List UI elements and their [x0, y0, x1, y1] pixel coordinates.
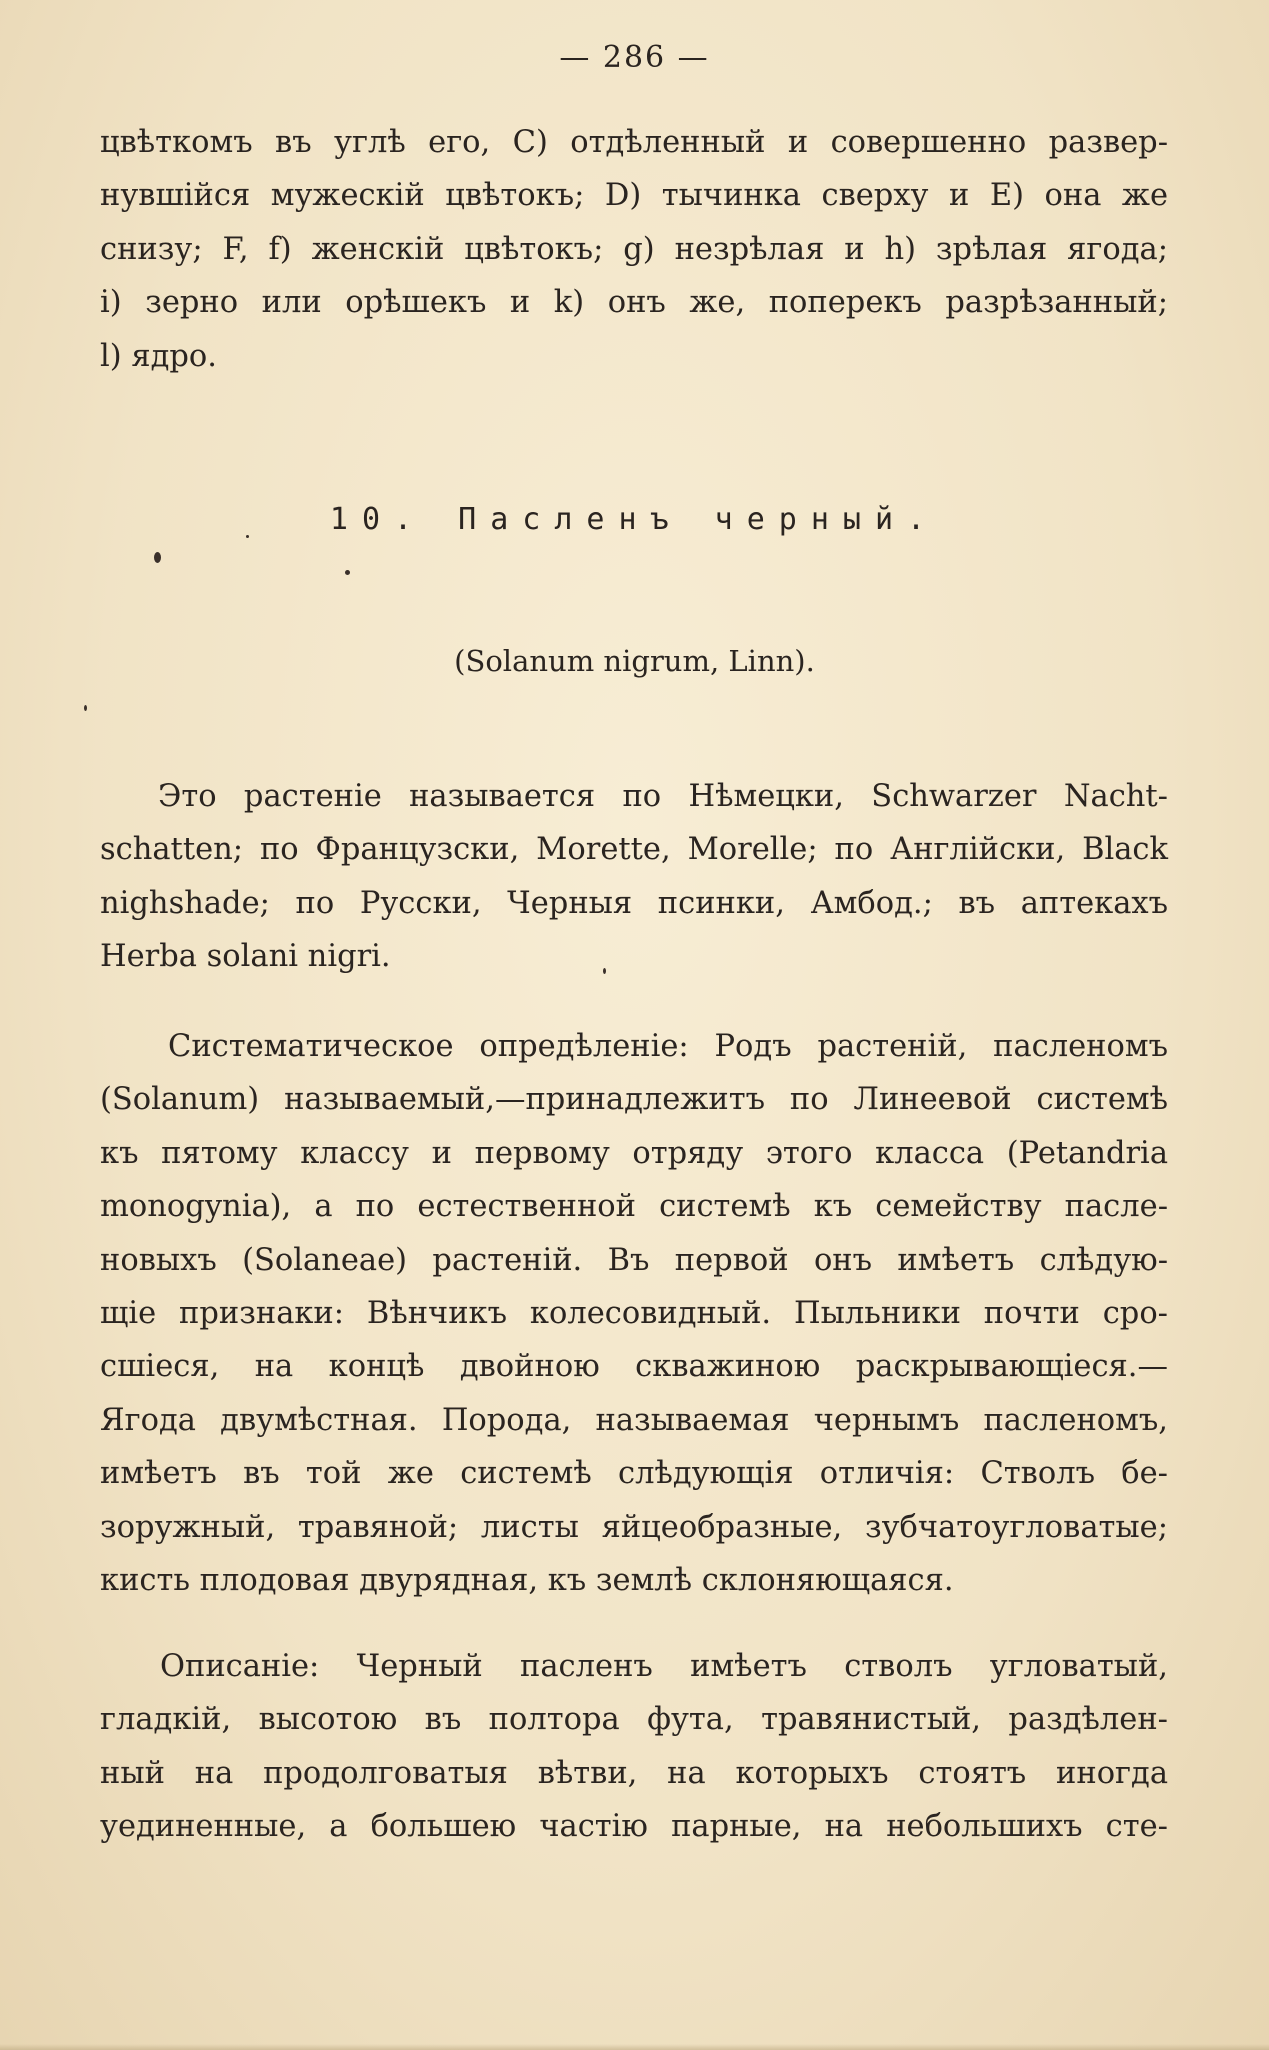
text-line: Ягода двумѣстная. Порода, называемая чернымъ пасленомъ,: [100, 1402, 1168, 1438]
text-line: Систематическое опредѣленіе: Родъ растеній, пасленомъ: [168, 1029, 1168, 1064]
text-line: monogynia), а по естественной системѣ къ семейству пасле-: [100, 1189, 1168, 1225]
text-line: сшіеся, на концѣ двойною скважиною раскрывающіеся.—: [100, 1349, 1168, 1385]
text-line: schatten; по Французски, Morette, Morelle; по Англійски, Black: [100, 832, 1168, 868]
text-line: Herba solani nigri.: [100, 939, 391, 975]
text-line: къ пятому классу и первому отряду этого класса (Petandria: [100, 1135, 1168, 1171]
text-line: щіе признаки: Вѣнчикъ колесовидный. Пыльники почти сро-: [100, 1296, 1168, 1332]
page-edge: [0, 2044, 1269, 2050]
text-line: уединенные, а большею частію парные, на небольшихъ сте-: [100, 1809, 1168, 1845]
text-line: Это растеніе называется по Нѣмецки, Schwarzer Nacht-: [158, 779, 1168, 814]
section-heading: 10. Пасленъ черный.: [329, 502, 940, 537]
text-line: гладкій, высотою въ полтора фута, травянистый, раздѣлен-: [100, 1702, 1168, 1738]
paragraph-description: [100, 1640, 1168, 1854]
text-line: нувшійся мужескій цвѣтокъ; D) тычинка сверху и E) она же: [100, 178, 1168, 214]
text-line: новыхъ (Solaneae) растеній. Въ первой онъ имѣетъ слѣдую-: [100, 1242, 1168, 1278]
text-line: кисть плодовая двурядная, къ землѣ склоняющаяся.: [100, 1563, 954, 1599]
ink-speck: [84, 705, 87, 711]
page-number: — 286 —: [559, 40, 710, 75]
latin-name: (Solanum nigrum, Linn).: [454, 644, 815, 678]
text-line: ный на продолговатыя вѣтви, на которыхъ стоятъ иногда: [100, 1755, 1168, 1791]
text-line: имѣетъ въ той же системѣ слѣдующія отличія: Стволъ бе-: [100, 1456, 1168, 1492]
text-line: зоружный, травяной; листы яйцеобразные, зубчатоугловатые;: [100, 1509, 1168, 1545]
paragraph-systematic: [100, 1020, 1168, 1607]
text-line: цвѣткомъ въ углѣ его, С) отдѣленный и совершенно развер-: [100, 125, 1168, 160]
text-line: i) зерно или орѣшекъ и k) онъ же, поперекъ разрѣзанный;: [100, 285, 1168, 321]
text-line: снизу; F, f) женскій цвѣтокъ; g) незрѣлая и h) зрѣлая ягода;: [100, 231, 1168, 267]
ink-speck: [603, 968, 606, 974]
ink-speck: [154, 552, 161, 563]
ink-speck: [345, 570, 350, 575]
text-line: nighshade; по Русски, Черныя псинки, Амбод.; въ аптекахъ: [100, 885, 1168, 921]
text-line: Описаніе: Черный пасленъ имѣетъ стволъ угловатый,: [160, 1649, 1168, 1684]
paragraph-figure-legend: [100, 116, 1168, 383]
ink-speck: [246, 535, 249, 538]
paragraph-names: [100, 770, 1168, 984]
text-line: (Solanum) называемый,—принадлежитъ по Линеевой системѣ: [100, 1082, 1168, 1118]
text-line: l) ядро.: [100, 338, 217, 374]
